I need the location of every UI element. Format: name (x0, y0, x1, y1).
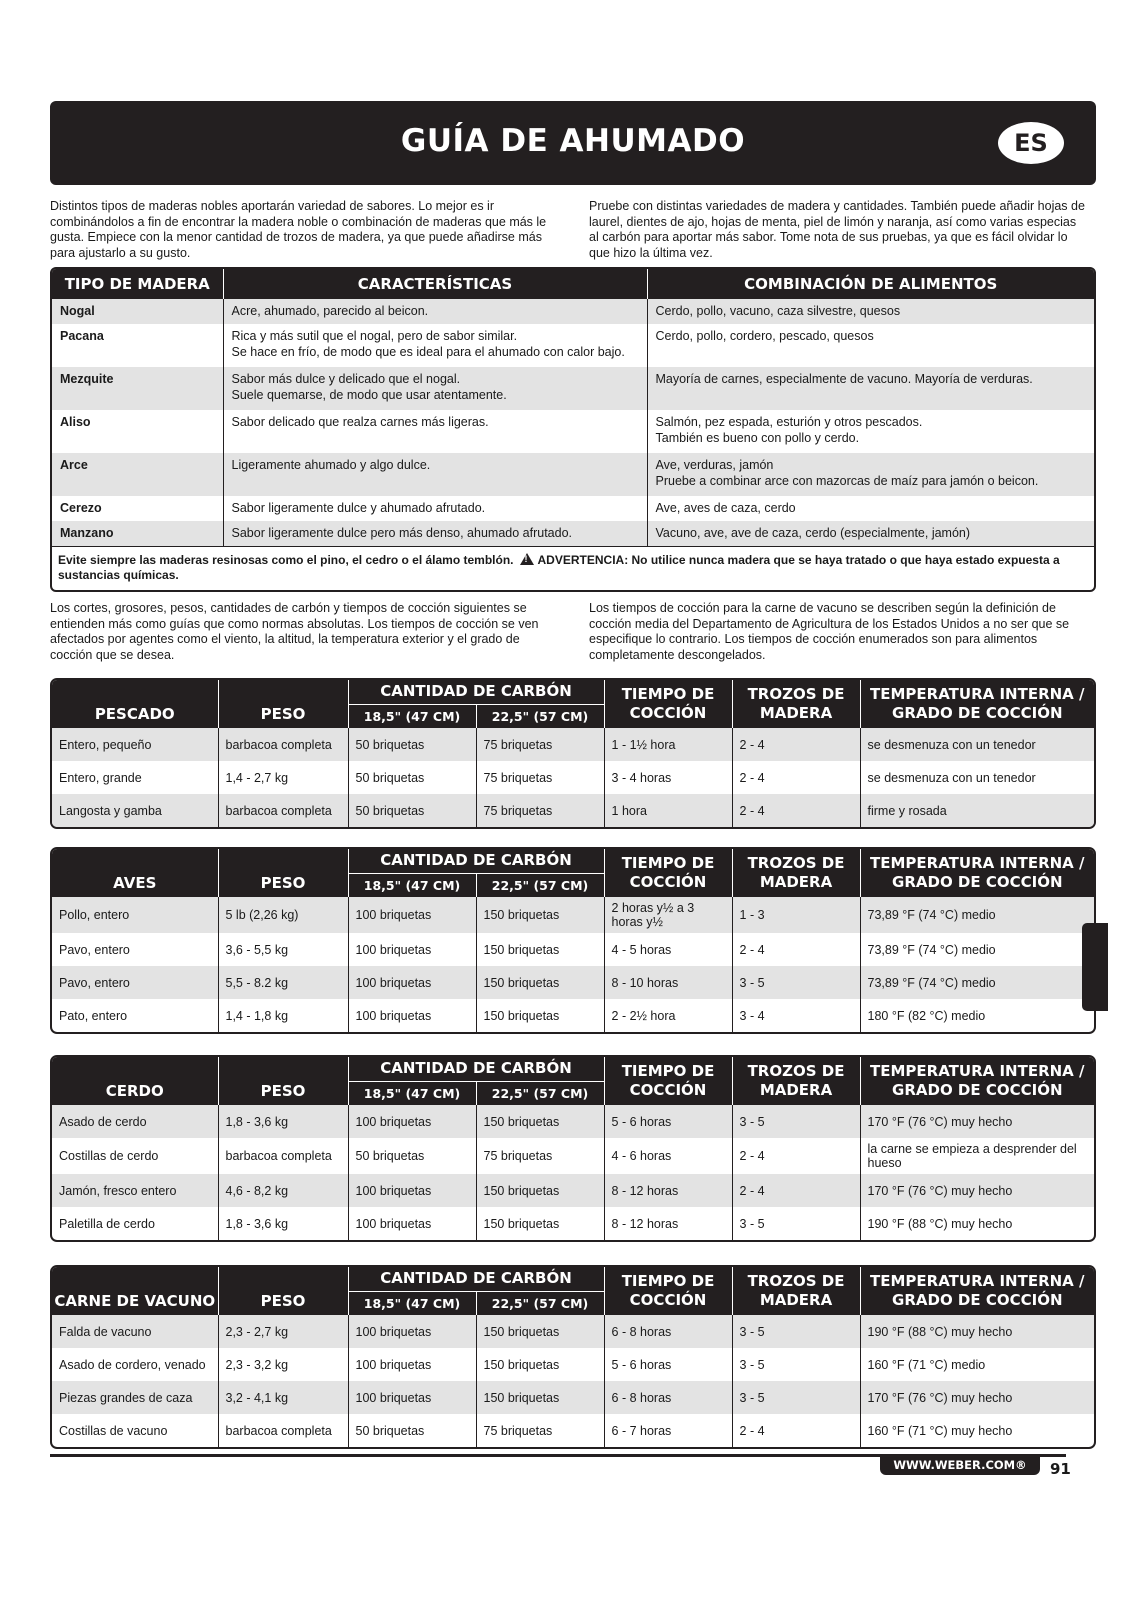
cut-cell: Jamón, fresco entero (52, 1174, 218, 1207)
charcoal-small-cell: 100 briquetas (348, 1105, 476, 1138)
cooking-intro-right: Los tiempos de cocción para la carne de vacuno se describen según la definición de cocción media del Departamento de Agricultura de los Estados Unidos a no ser que se especifique lo contrario. Los tiempos de cocción enumerados son para alimentos completamente descongelados. (589, 601, 1070, 662)
internal-temp-cell: 73,89 °F (74 °C) medio (860, 897, 1094, 933)
table-row (52, 728, 1094, 761)
cook-time-cell: 1 - 1½ hora (604, 728, 732, 761)
weight-cell: 2,3 - 2,7 kg (218, 1315, 348, 1348)
wood-row (52, 299, 1094, 324)
internal-temp-cell: 170 °F (76 °C) muy hecho (860, 1174, 1094, 1207)
weight-cell: 2,3 - 3,2 kg (218, 1348, 348, 1381)
language-badge: ES (998, 122, 1064, 164)
cut-cell: Langosta y gamba (52, 794, 218, 827)
internal-temp-cell: se desmenuza con un tenedor (860, 761, 1094, 794)
table-row (52, 933, 1094, 966)
cut-cell: Pavo, entero (59, 942, 130, 957)
charcoal-small-cell: 100 briquetas (348, 1207, 476, 1240)
cut-cell: Pavo, entero (52, 966, 218, 999)
cut-cell: Entero, pequeño (52, 728, 218, 761)
charcoal-small-cell: 50 briquetas (348, 1138, 476, 1174)
internal-temp-cell: 160 °F (71 °C) medio (860, 1348, 1094, 1381)
wood-pairing: Mayoría de carnes, especialmente de vacuno. Mayoría de verduras. (647, 367, 1094, 410)
wood-row (52, 324, 1094, 367)
wood-row (52, 410, 1094, 453)
internal-temp-cell: 170 °F (76 °C) muy hecho (860, 1381, 1094, 1414)
internal-temp-cell: se desmenuza con un tenedor (860, 728, 1094, 761)
wood-chunks-cell: 2 - 4 (732, 933, 860, 966)
wood-pairing: Ave, verduras, jamón Pruebe a combinar arce con mazorcas de maíz para jamón o beicon. (647, 453, 1094, 496)
wood-type: Mezquite (52, 367, 223, 410)
category-header: AVES (52, 849, 218, 897)
cook-time-header: TIEMPO DE COCCIÓN (604, 1057, 732, 1105)
charcoal-small-cell: 100 briquetas (348, 1174, 476, 1207)
charcoal-large-cell: 150 briquetas (476, 1174, 604, 1207)
charcoal-large-cell: 150 briquetas (476, 966, 604, 999)
pork-cooking-table (50, 1055, 1096, 1242)
title-bar (50, 101, 1096, 185)
table-row (52, 1381, 1094, 1414)
category-header: CARNE DE VACUNO (52, 1267, 218, 1315)
wood-row (52, 521, 1094, 546)
wood-chunks-cell: 3 - 5 (732, 1105, 860, 1138)
cook-time-cell: 3 - 4 horas (604, 761, 732, 794)
section-side-tab (1082, 923, 1108, 1011)
weight-cell: 3,2 - 4,1 kg (218, 1381, 348, 1414)
cook-time-cell: 5 - 6 horas (604, 1105, 732, 1138)
wood-characteristics: Rica y más sutil que el nogal, pero de sabor similar. Se hace en frío, de modo que es ideal para el ahumado con calor bajo. (223, 324, 647, 367)
footer-url: WWW.WEBER.COM® (880, 1455, 1040, 1475)
charcoal-small-cell: 50 briquetas (348, 728, 476, 761)
category-header: PESCADO (52, 680, 218, 728)
cook-time-cell: 8 - 10 horas (604, 966, 732, 999)
wood-type: Nogal (52, 299, 223, 324)
weight-cell: 1,8 - 3,6 kg (218, 1207, 348, 1240)
cook-time-header: TIEMPO DE COCCIÓN (604, 849, 732, 897)
intro-left-paragraph: Distintos tipos de maderas nobles aportarán variedad de sabores. Lo mejor es ir combinándolos a fin de encontrar la madera noble o combinación de maderas que más le gusta. Empiece con la menor cantidad de trozos de madera, ya que puede añadirse más para ajustarlo a su gusto. (50, 199, 547, 260)
cut-cell: Piezas grandes de caza (52, 1381, 218, 1414)
cook-time-header: TIEMPO DE COCCIÓN (604, 1267, 732, 1315)
charcoal-header: CANTIDAD DE CARBÓN (348, 1057, 604, 1081)
wood-chunks-cell: 3 - 5 (732, 966, 860, 999)
internal-temp-header: TEMPERATURA INTERNA / GRADO DE COCCIÓN (860, 1057, 1094, 1105)
charcoal-small-cell: 50 briquetas (348, 794, 476, 827)
wood-note (52, 546, 1094, 590)
header-characteristics: CARACTERÍSTICAS (223, 269, 647, 299)
weight-cell: barbacoa completa (218, 728, 348, 761)
grill-size-small-header: 18,5" (47 CM) (348, 873, 476, 897)
wood-characteristics: Sabor más dulce y delicado que el nogal. Suele quemarse, de modo que usar atentamente. (223, 367, 647, 410)
charcoal-large-cell: 150 briquetas (476, 1105, 604, 1138)
charcoal-large-cell: 75 briquetas (476, 728, 604, 761)
internal-temp-cell: 160 °F (71 °C) muy hecho (860, 1414, 1094, 1447)
charcoal-large-cell: 150 briquetas (476, 1381, 604, 1414)
grill-size-small-header: 18,5" (47 CM) (348, 704, 476, 728)
wood-row (52, 453, 1094, 496)
weight-header: PESO (218, 680, 348, 728)
wood-characteristics: Sabor delicado que realza carnes más ligeras. (223, 410, 647, 453)
cook-time-cell: 2 - 2½ hora (604, 999, 732, 1032)
page-title: GUÍA DE AHUMADO (400, 123, 746, 159)
cut-cell: Costillas de vacuno (59, 1423, 168, 1438)
warning-text: ADVERTENCIA: No utilice nunca madera que se haya tratado o que haya estado expuesta a sustancias químicas. (58, 552, 1060, 582)
cook-time-cell: 4 - 6 horas (604, 1138, 732, 1174)
wood-chunks-cell: 2 - 4 (732, 1414, 860, 1447)
weight-cell: barbacoa completa (218, 794, 348, 827)
table-row (52, 1315, 1094, 1348)
header-food-pairing: COMBINACIÓN DE ALIMENTOS (647, 269, 1094, 299)
weight-cell: barbacoa completa (218, 1138, 348, 1174)
wood-pairing: Ave, aves de caza, cerdo (647, 496, 1094, 521)
table-row (52, 897, 1094, 933)
table-row (52, 1138, 1094, 1174)
wood-type: Arce (52, 453, 223, 496)
wood-note-row (52, 546, 1094, 590)
cook-time-cell: 4 - 5 horas (604, 933, 732, 966)
charcoal-large-cell: 75 briquetas (476, 761, 604, 794)
charcoal-header: CANTIDAD DE CARBÓN (348, 849, 604, 873)
wood-chunks-header: TROZOS DE MADERA (732, 1057, 860, 1105)
cook-time-cell: 6 - 8 horas (604, 1315, 732, 1348)
weight-cell: 1,4 - 1,8 kg (218, 999, 348, 1032)
cut-cell: Entero, grande (59, 770, 142, 785)
internal-temp-header: TEMPERATURA INTERNA / GRADO DE COCCIÓN (860, 849, 1094, 897)
wood-chunks-cell: 3 - 5 (732, 1207, 860, 1240)
wood-type: Pacana (60, 329, 104, 343)
cook-time-header: TIEMPO DE COCCIÓN (604, 680, 732, 728)
cut-cell: Falda de vacuno (52, 1315, 218, 1348)
charcoal-header: CANTIDAD DE CARBÓN (348, 1267, 604, 1291)
internal-temp-cell: 170 °F (76 °C) muy hecho (860, 1105, 1094, 1138)
internal-temp-cell: 73,89 °F (74 °C) medio (860, 933, 1094, 966)
cooking-intro-left: Los cortes, grosores, pesos, cantidades de carbón y tiempos de cocción siguientes se entienden más como guías que como normas absolutas. Los tiempos de cocción se ven afectados por agentes como el viento, la altitud, la temperatura exterior y el grado de cocción que se desea. (50, 601, 539, 662)
table-row (52, 794, 1094, 827)
charcoal-large-cell: 75 briquetas (476, 1414, 604, 1447)
table-row (52, 1207, 1094, 1240)
wood-chunks-cell: 3 - 5 (732, 1381, 860, 1414)
intro-right-paragraph: Pruebe con distintas variedades de madera y cantidades. También puede añadir hojas de laurel, dientes de ajo, hojas de menta, piel de limón y naranja, así como varias especias al carbón para aportar más sabor. Tome nota de sus pruebas, ya que es fácil olvidar lo que hizo la última vez. (589, 199, 1085, 260)
cook-time-cell: 5 - 6 horas (604, 1348, 732, 1381)
wood-type: Aliso (60, 415, 91, 429)
wood-characteristics: Acre, ahumado, parecido al beicon. (223, 299, 647, 324)
header-wood-type: TIPO DE MADERA (52, 269, 223, 299)
wood-characteristics: Ligeramente ahumado y algo dulce. (223, 453, 647, 496)
wood-chunks-cell: 2 - 4 (732, 1174, 860, 1207)
charcoal-small-cell: 100 briquetas (348, 1348, 476, 1381)
internal-temp-cell: 180 °F (82 °C) medio (860, 999, 1094, 1032)
wood-chunks-cell: 3 - 5 (732, 1315, 860, 1348)
table-row (52, 999, 1094, 1032)
weight-header: PESO (218, 849, 348, 897)
internal-temp-cell: 190 °F (88 °C) muy hecho (860, 1315, 1094, 1348)
charcoal-large-cell: 150 briquetas (476, 999, 604, 1032)
internal-temp-header: TEMPERATURA INTERNA / GRADO DE COCCIÓN (860, 1267, 1094, 1315)
cook-time-cell: 2 horas y½ a 3 horas y½ (604, 897, 732, 933)
cook-time-cell: 6 - 7 horas (604, 1414, 732, 1447)
table-row (52, 1174, 1094, 1207)
wood-row (52, 496, 1094, 521)
beef-cooking-table (50, 1265, 1096, 1449)
wood-chunks-header: TROZOS DE MADERA (732, 849, 860, 897)
wood-type: Manzano (52, 521, 223, 546)
grill-size-small-header: 18,5" (47 CM) (348, 1291, 476, 1315)
wood-chunks-cell: 2 - 4 (732, 728, 860, 761)
charcoal-large-cell: 75 briquetas (476, 794, 604, 827)
wood-pairing: Cerdo, pollo, vacuno, caza silvestre, quesos (647, 299, 1094, 324)
table-row (52, 1348, 1094, 1381)
weight-cell: 5 lb (2,26 kg) (218, 897, 348, 933)
weight-cell: 3,6 - 5,5 kg (218, 933, 348, 966)
weight-header: PESO (218, 1057, 348, 1105)
charcoal-small-cell: 50 briquetas (348, 761, 476, 794)
table-row (52, 761, 1094, 794)
grill-size-large-header: 22,5" (57 CM) (476, 873, 604, 897)
fish-cooking-table (50, 678, 1096, 829)
table-row (52, 1414, 1094, 1447)
charcoal-large-cell: 150 briquetas (476, 1207, 604, 1240)
wood-chunks-header: TROZOS DE MADERA (732, 1267, 860, 1315)
internal-temp-cell: firme y rosada (860, 794, 1094, 827)
cook-time-cell: 8 - 12 horas (604, 1174, 732, 1207)
charcoal-small-cell: 100 briquetas (348, 933, 476, 966)
category-header: CERDO (52, 1057, 218, 1105)
internal-temp-cell: 73,89 °F (74 °C) medio (860, 966, 1094, 999)
charcoal-large-cell: 150 briquetas (476, 897, 604, 933)
table-row (52, 1105, 1094, 1138)
charcoal-small-cell: 100 briquetas (348, 999, 476, 1032)
cut-cell: Costillas de cerdo (59, 1149, 159, 1163)
note-text: Evite siempre las maderas resinosas como el pino, el cedro o el álamo temblón. (58, 552, 514, 567)
cut-cell: Paletilla de cerdo (59, 1216, 155, 1231)
wood-chunks-cell: 1 - 3 (732, 897, 860, 933)
wood-chunks-cell: 3 - 4 (732, 999, 860, 1032)
grill-size-large-header: 22,5" (57 CM) (476, 704, 604, 728)
wood-chunks-cell: 2 - 4 (732, 794, 860, 827)
wood-pairing: Salmón, pez espada, esturión y otros pescados. También es bueno con pollo y cerdo. (647, 410, 1094, 453)
weight-cell: 1,8 - 3,6 kg (218, 1105, 348, 1138)
charcoal-header: CANTIDAD DE CARBÓN (348, 680, 604, 704)
weight-cell: 5,5 - 8.2 kg (218, 966, 348, 999)
cut-cell: Pollo, entero (52, 897, 218, 933)
charcoal-large-cell: 75 briquetas (476, 1138, 604, 1174)
cook-time-cell: 8 - 12 horas (604, 1207, 732, 1240)
charcoal-large-cell: 150 briquetas (476, 1315, 604, 1348)
cut-cell: Asado de cordero, venado (59, 1357, 206, 1372)
charcoal-small-cell: 50 briquetas (348, 1414, 476, 1447)
wood-row (52, 367, 1094, 410)
charcoal-small-cell: 100 briquetas (348, 1315, 476, 1348)
table-row (52, 966, 1094, 999)
wood-characteristics: Sabor ligeramente dulce y ahumado afrutado. (223, 496, 647, 521)
wood-chunks-header: TROZOS DE MADERA (732, 680, 860, 728)
cook-time-cell: 1 hora (604, 794, 732, 827)
page-number: 91 (1050, 1460, 1071, 1478)
wood-pairing: Vacuno, ave, ave de caza, cerdo (especialmente, jamón) (647, 521, 1094, 546)
poultry-cooking-table (50, 847, 1096, 1034)
weight-cell: 1,4 - 2,7 kg (218, 761, 348, 794)
grill-size-large-header: 22,5" (57 CM) (476, 1291, 604, 1315)
grill-size-small-header: 18,5" (47 CM) (348, 1081, 476, 1105)
wood-characteristics: Sabor ligeramente dulce pero más denso, ahumado afrutado. (223, 521, 647, 546)
wood-pairing: Cerdo, pollo, cordero, pescado, quesos (647, 324, 1094, 367)
charcoal-large-cell: 150 briquetas (476, 933, 604, 966)
wood-types-table (50, 267, 1096, 592)
internal-temp-cell: la carne se empieza a desprender del hueso (860, 1138, 1094, 1174)
internal-temp-header: TEMPERATURA INTERNA / GRADO DE COCCIÓN (860, 680, 1094, 728)
wood-chunks-cell: 2 - 4 (732, 1138, 860, 1174)
charcoal-small-cell: 100 briquetas (348, 1381, 476, 1414)
charcoal-large-cell: 150 briquetas (476, 1348, 604, 1381)
wood-chunks-cell: 2 - 4 (732, 761, 860, 794)
weight-header: PESO (218, 1267, 348, 1315)
internal-temp-cell: 190 °F (88 °C) muy hecho (860, 1207, 1094, 1240)
charcoal-small-cell: 100 briquetas (348, 897, 476, 933)
grill-size-large-header: 22,5" (57 CM) (476, 1081, 604, 1105)
weight-cell: 4,6 - 8,2 kg (218, 1174, 348, 1207)
cook-time-cell: 6 - 8 horas (604, 1381, 732, 1414)
cut-cell: Pato, entero (59, 1008, 128, 1023)
wood-type: Cerezo (60, 501, 102, 515)
weight-cell: barbacoa completa (218, 1414, 348, 1447)
warning-icon (520, 553, 534, 565)
cut-cell: Asado de cerdo (52, 1105, 218, 1138)
charcoal-small-cell: 100 briquetas (348, 966, 476, 999)
wood-chunks-cell: 3 - 5 (732, 1348, 860, 1381)
